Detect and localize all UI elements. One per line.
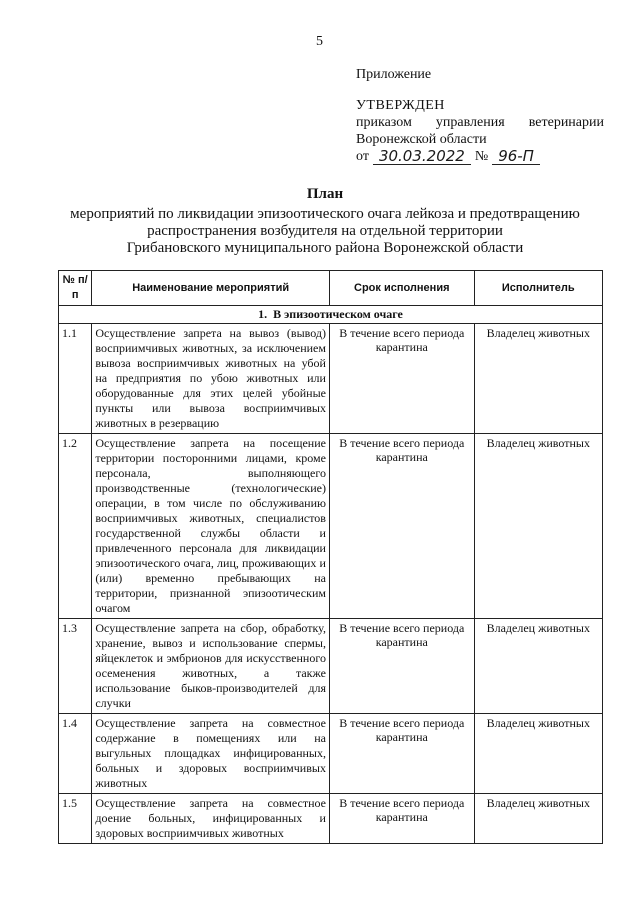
row-num: 1.2 <box>59 434 92 619</box>
table-row <box>59 794 603 844</box>
approved-label: УТВЕРЖДЕН <box>356 98 445 113</box>
row-executor: Владелец животных <box>474 714 602 794</box>
number-sign: № <box>474 149 489 164</box>
row-measure: Осуществление запрета на совместное содержание в помещениях или на выгульных площадках инфицированных, больных и здоровых восприимчивых животных <box>92 714 330 794</box>
row-num: 1.4 <box>59 714 92 794</box>
plan-subtitle-line-1: мероприятий по ликвидации эпизоотического очага лейкоза и предотвращению <box>70 206 580 222</box>
appendix-label: Приложение <box>356 67 432 82</box>
row-term: В течение всего периода карантина <box>329 714 474 794</box>
plan-heading: План <box>306 186 344 202</box>
row-term: В течение всего периода карантина <box>329 324 474 434</box>
table-row <box>59 324 603 434</box>
region-line: Воронежской области <box>356 132 487 147</box>
row-measure: Осуществление запрета на совместное доение больных, инфицированных и здоровых восприимчивых животных <box>92 794 330 844</box>
plan-subtitle-line-3: Грибановского муниципального района Воронежской области <box>126 240 524 256</box>
order-date-line <box>356 148 604 165</box>
plan-title-block <box>40 186 610 257</box>
table-row <box>59 619 603 714</box>
date-prefix: от <box>356 149 369 164</box>
order-date: 30.03.2022 <box>373 148 471 165</box>
row-measure: Осуществление запрета на вывоз (вывод) восприимчивых животных, за исключением вывоза восприимчивых животных на убой на предприятия по убою животных или оборудованные для этих целей убойные пункты или вывоза восприимчивых животных в резервацию <box>92 324 330 434</box>
row-term: В течение всего периода карантина <box>329 434 474 619</box>
table-row <box>59 714 603 794</box>
row-measure: Осуществление запрета на сбор, обработку, хранение, вывоз и использование спермы, яйцеклеток и эмбрионов для искусственного осеменения животных, а также использование быков-производителей для случки <box>92 619 330 714</box>
header-executor: Исполнитель <box>474 271 602 306</box>
plan-subtitle-line-2: распространения возбудителя на отдельной территории <box>147 223 503 239</box>
row-executor: Владелец животных <box>474 619 602 714</box>
header-term: Срок исполнения <box>329 271 474 306</box>
section-row <box>59 306 603 324</box>
row-executor: Владелец животных <box>474 794 602 844</box>
row-num: 1.1 <box>59 324 92 434</box>
row-num: 1.5 <box>59 794 92 844</box>
row-executor: Владелец животных <box>474 324 602 434</box>
section-title-cell <box>59 306 603 324</box>
row-executor: Владелец животных <box>474 434 602 619</box>
header-name: Наименование мероприятий <box>92 271 330 306</box>
approval-block <box>356 66 604 165</box>
section-title: В эпизоотическом очаге <box>273 307 403 321</box>
table-header-row <box>59 271 603 306</box>
table-row <box>59 434 603 619</box>
measures-table <box>58 270 603 844</box>
section-number: 1. <box>258 307 268 321</box>
header-num: № п/п <box>59 271 92 306</box>
row-term: В течение всего периода карантина <box>329 794 474 844</box>
order-line: приказом управления ветеринарии <box>356 115 604 130</box>
order-number: 96-П <box>492 148 540 165</box>
row-num: 1.3 <box>59 619 92 714</box>
row-term: В течение всего периода карантина <box>329 619 474 714</box>
page-number: 5 <box>316 34 323 49</box>
row-measure: Осуществление запрета на посещение территории посторонними лицами, кроме персонала, выполняющего производственные (технологические) операции, в том числе по обслуживанию восприимчивых животных, специалистов государственной службы области и привлеченного персонала для ликвидации эпизоотического очага, лиц, проживающих и (или) временно пребывающих на территории, признанной эпизоотическим очагом <box>92 434 330 619</box>
